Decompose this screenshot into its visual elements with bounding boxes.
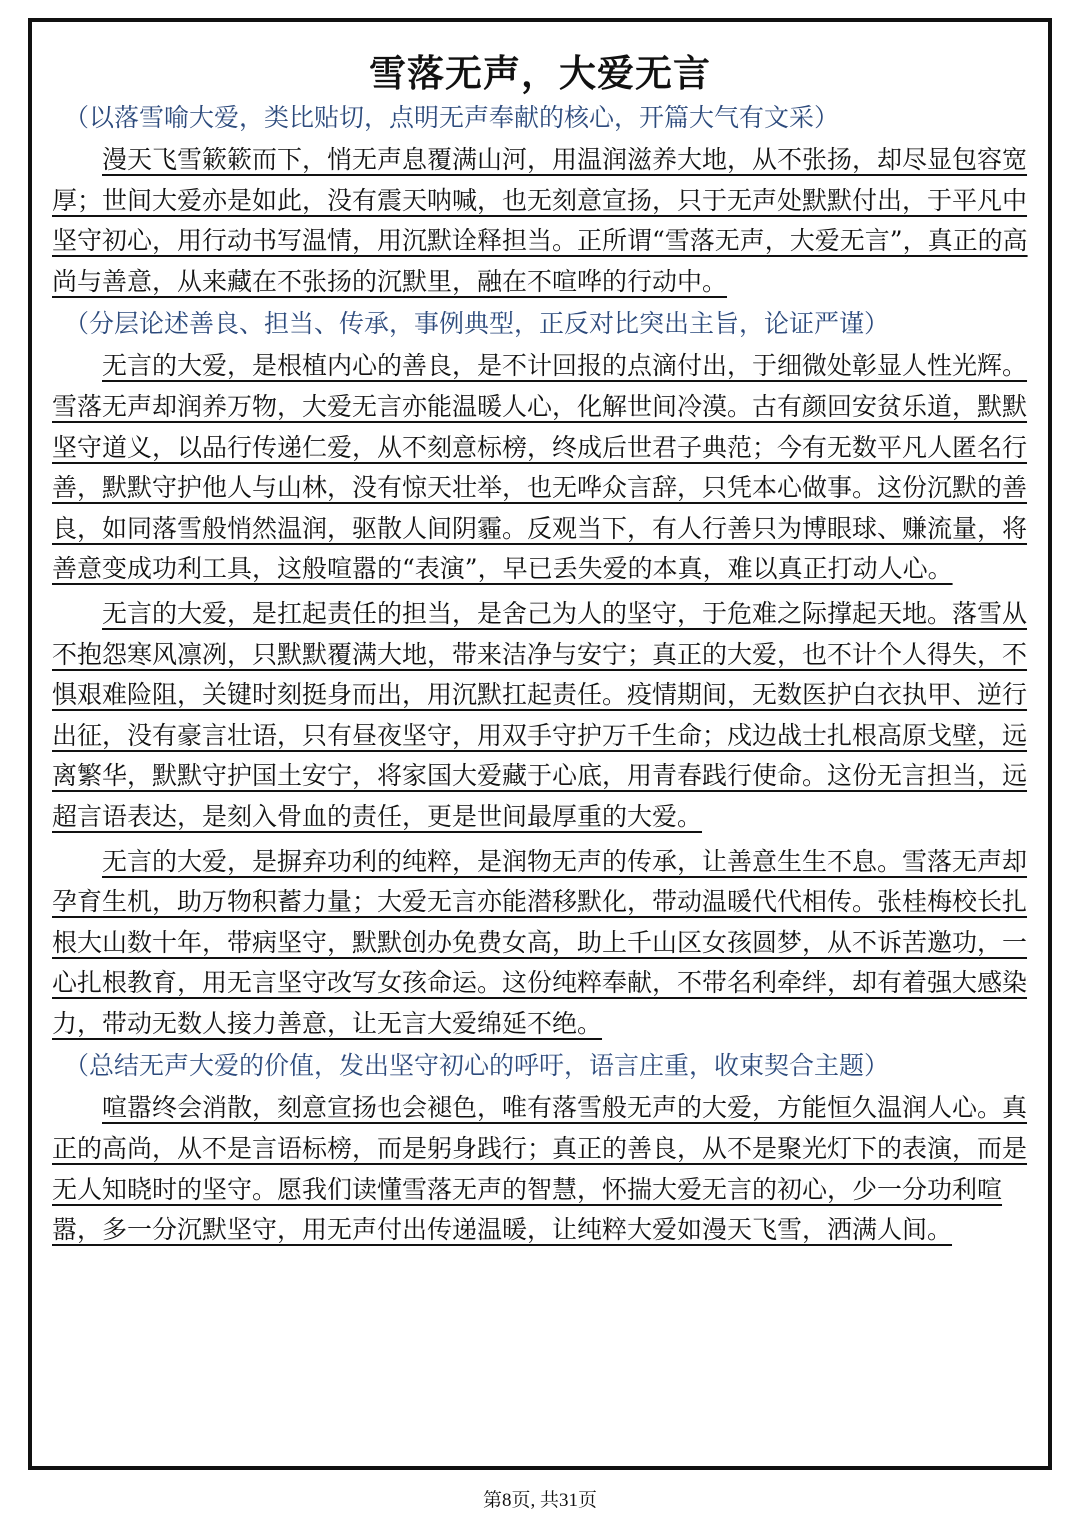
essay-content xyxy=(52,42,1028,1255)
paragraph-4 xyxy=(52,842,1028,1045)
page-number: 第8页, 共31页 xyxy=(482,1490,597,1511)
annotation-body: （分层论述善良、担当、传承，事例典型，正反对比突出主旨，论证严谨） xyxy=(64,309,890,339)
paragraph-5-text: 喧嚣终会消散，刻意宣扬也会褪色，唯有落雪般无声的大爱，方能恒久温润人心。真正的高尚，从不是言语标榜，而是躬身践行；真正的善良，从不是聚光灯下的表演，而是无人知晓时的坚守。愿我们读懂雪落无声的智慧，怀揣大爱无言的初心，少一分功利喧嚣，多一分沉默坚守，用无声付出传递温暖，让纯粹大爱如漫天飞雪，洒满人间。 xyxy=(52,1093,1028,1245)
paragraph-3 xyxy=(52,594,1028,838)
paragraph-4-text: 无言的大爱，是摒弃功利的纯粹，是润物无声的传承，让善意生生不息。雪落无声却孕育生机，助万物积蓄力量；大爱无言亦能潜移默化，带动温暖代代相传。张桂梅校长扎根大山数十年，带病坚守，默默创办免费女高，助上千山区女孩圆梦，从不诉苦邀功，一心扎根教育，用无言坚守改写女孩命运。这份纯粹奉献，不带名利牵绊，却有着强大感染力，带动无数人接力善意，让无言大爱绵延不绝。 xyxy=(52,846,1028,1038)
paragraph-2-text: 无言的大爱，是根植内心的善良，是不计回报的点滴付出，于细微处彰显人性光辉。雪落无声却润养万物，大爱无言亦能温暖人心，化解世间冷漠。古有颜回安贫乐道，默默坚守道义，以品行传递仁爱，从不刻意标榜，终成后世君子典范；今有无数平凡人匿名行善，默默守护他人与山林，没有惊天壮举，也无哗众言辞，只凭本心做事。这份沉默的善良，如同落雪般悄然温润，驱散人间阴霾。反观当下，有人行善只为博眼球、赚流量，将善意变成功利工具，这般喧嚣的“表演”，早已丢失爱的本真，难以真正打动人心。 xyxy=(52,351,1028,584)
paragraph-3-text: 无言的大爱，是扛起责任的担当，是舍己为人的坚守，于危难之际撑起天地。落雪从不抱怨寒风凛冽，只默默覆满大地，带来洁净与安宁；真正的大爱，也不计个人得失，不惧艰难险阻，关键时刻挺身而出，用沉默扛起责任。疫情期间，无数医护白衣执甲、逆行出征，没有豪言壮语，只有昼夜坚守，用双手守护万千生命；戍边战士扎根高原戈壁，远离繁华，默默守护国土安宁，将家国大爱藏于心底，用青春践行使命。这份无言担当，远超言语表达，是刻入骨血的责任，更是世间最厚重的大爱。 xyxy=(52,598,1028,831)
paragraph-1-text: 漫天飞雪簌簌而下，悄无声息覆满山河，用温润滋养大地，从不张扬，却尽显包容宽厚；世间大爱亦是如此，没有震天呐喊，也无刻意宣扬，只于无声处默默付出，于平凡中坚守初心，用行动书写温情，用沉默诠释担当。正所谓“雪落无声，大爱无言”，真正的高尚与善意，从来藏在不张扬的沉默里，融在不喧哗的行动中。 xyxy=(52,145,1028,296)
paragraph-5 xyxy=(52,1088,1028,1250)
paragraph-2 xyxy=(52,346,1028,590)
page-frame xyxy=(28,18,1052,1470)
essay-title: 雪落无声，大爱无言 xyxy=(369,52,711,95)
annotation-opening: （以落雪喻大爱，类比贴切，点明无声奉献的核心，开篇大气有文采） xyxy=(64,103,840,132)
annotation-conclusion: （总结无声大爱的价值，发出坚守初心的呼吁，语言庄重，收束契合主题） xyxy=(64,1051,890,1081)
paragraph-1 xyxy=(52,140,1028,302)
